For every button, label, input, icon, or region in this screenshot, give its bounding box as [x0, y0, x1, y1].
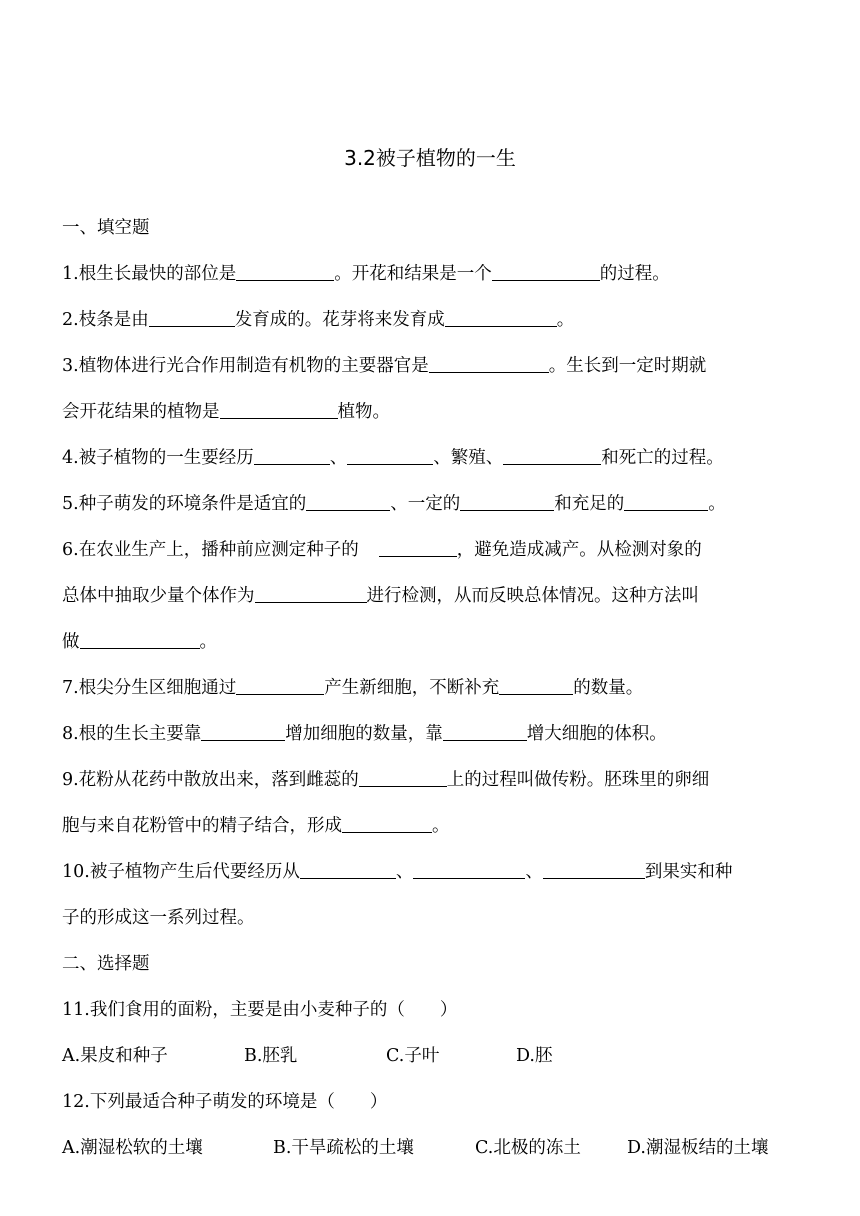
answer-blank[interactable] — [460, 492, 554, 511]
answer-blank[interactable] — [236, 676, 324, 695]
answer-blank[interactable] — [413, 860, 525, 879]
question-text: 会开花结果的植物是 — [62, 402, 220, 422]
question-text: 。 — [708, 494, 726, 514]
answer-blank[interactable] — [80, 630, 200, 649]
question-text: 。 — [556, 310, 575, 330]
question-text: 到果实和种 — [644, 862, 733, 882]
question-3 — [62, 343, 800, 389]
question-9 — [62, 757, 800, 803]
question-11: 11.我们食用的面粉，主要是由小麦种子的（ ） — [62, 1000, 458, 1020]
question-text: 植物。 — [337, 402, 390, 422]
question-text: 和死亡的过程。 — [601, 448, 724, 468]
question-text: 4.被子植物的一生要经历 — [62, 448, 254, 468]
question-6-cont2 — [62, 619, 800, 665]
question-text: 8.根的生长主要靠 — [62, 724, 202, 744]
question-1 — [62, 251, 800, 297]
option-d[interactable]: D.潮湿板结的土壤 — [627, 1138, 769, 1158]
worksheet-content — [62, 205, 800, 1171]
question-text: 6.在农业生产上，播种前应测定种子的 — [62, 540, 359, 560]
page-title: 3.2被子植物的一生 — [344, 146, 516, 170]
question-6-cont — [62, 573, 800, 619]
answer-blank[interactable] — [220, 400, 338, 419]
answer-blank[interactable] — [359, 768, 447, 787]
answer-blank[interactable] — [236, 262, 334, 281]
answer-blank[interactable] — [347, 446, 433, 465]
question-4 — [62, 435, 800, 481]
question-text: 5.种子萌发的环境条件是适宜的 — [62, 494, 307, 514]
answer-blank[interactable] — [492, 262, 600, 281]
question-text: 9.花粉从花药中散放出来，落到雌蕊的 — [62, 770, 359, 790]
question-text: 增大细胞的体积。 — [526, 724, 667, 744]
question-text: 、一定的 — [390, 494, 461, 514]
question-text: 的过程。 — [599, 264, 670, 284]
option-c[interactable]: C.子叶 — [386, 1046, 440, 1066]
question-text: 、繁殖、 — [433, 448, 504, 468]
question-3-cont — [62, 389, 800, 435]
answer-blank[interactable] — [306, 492, 390, 511]
answer-blank[interactable] — [445, 308, 557, 327]
answer-blank[interactable] — [379, 538, 457, 557]
question-text: 3.植物体进行光合作用制造有机物的主要器官是 — [62, 356, 429, 376]
answer-blank[interactable] — [300, 860, 396, 879]
answer-blank[interactable] — [543, 860, 645, 879]
question-text: 、 — [525, 862, 543, 882]
answer-blank[interactable] — [429, 354, 549, 373]
section-heading-choice: 二、选择题 — [62, 954, 150, 974]
question-text: 进行检测，从而反映总体情况。这种方法叫 — [366, 586, 699, 606]
question-12-options — [62, 1125, 800, 1171]
question-2 — [62, 297, 800, 343]
question-text: 2.枝条是由 — [62, 310, 149, 330]
question-text: 、 — [395, 862, 414, 882]
question-text: 。 — [432, 816, 450, 836]
question-8 — [62, 711, 800, 757]
question-11-options — [62, 1033, 800, 1079]
question-text: 发育成的。花芽将来发育成 — [234, 310, 445, 330]
option-a[interactable]: A.潮湿松软的土壤 — [62, 1138, 203, 1158]
option-a[interactable]: A.果皮和种子 — [62, 1046, 168, 1066]
question-text: 上的过程叫做传粉。胚珠里的卵细 — [446, 770, 710, 790]
question-text: 总体中抽取少量个体作为 — [62, 586, 255, 606]
question-text: 胞与来自花粉管中的精子结合，形成 — [62, 816, 342, 836]
question-7 — [62, 665, 800, 711]
question-text: 7.根尖分生区细胞通过 — [62, 678, 237, 698]
question-text: 。开花和结果是一个 — [334, 264, 492, 284]
question-10-cont — [62, 895, 800, 941]
question-text: 做 — [62, 632, 80, 652]
question-6 — [62, 527, 800, 573]
question-text: 、 — [329, 448, 348, 468]
answer-blank[interactable] — [443, 722, 527, 741]
answer-blank[interactable] — [624, 492, 708, 511]
answer-blank[interactable] — [503, 446, 601, 465]
question-9-cont — [62, 803, 800, 849]
question-5 — [62, 481, 800, 527]
option-b[interactable]: B.胚乳 — [244, 1046, 298, 1066]
answer-blank[interactable] — [201, 722, 285, 741]
answer-blank[interactable] — [254, 446, 330, 465]
question-text: 子的形成这一系列过程。 — [62, 908, 255, 928]
answer-blank[interactable] — [149, 308, 235, 327]
question-text: 。 — [199, 632, 217, 652]
question-text: 产生新细胞，不断补充 — [324, 678, 500, 698]
question-text: 的数量。 — [573, 678, 644, 698]
question-text: 1.根生长最快的部位是 — [62, 264, 237, 284]
section-heading-fill: 一、填空题 — [62, 218, 150, 238]
option-c[interactable]: C.北极的冻土 — [475, 1138, 581, 1158]
question-text: 10.被子植物产生后代要经历从 — [62, 862, 300, 882]
answer-blank[interactable] — [255, 584, 367, 603]
question-12: 12.下列最适合种子萌发的环境是（ ） — [62, 1092, 388, 1112]
question-text: ，避免造成减产。从检测对象的 — [456, 540, 702, 560]
question-10 — [62, 849, 800, 895]
question-text: 增加细胞的数量，靠 — [285, 724, 443, 744]
option-d[interactable]: D.胚 — [516, 1046, 553, 1066]
answer-blank[interactable] — [342, 814, 432, 833]
question-text: 和充足的 — [554, 494, 625, 514]
question-text: 。生长到一定时期就 — [548, 356, 707, 376]
answer-blank[interactable] — [499, 676, 573, 695]
option-b[interactable]: B.干旱疏松的土壤 — [273, 1138, 414, 1158]
